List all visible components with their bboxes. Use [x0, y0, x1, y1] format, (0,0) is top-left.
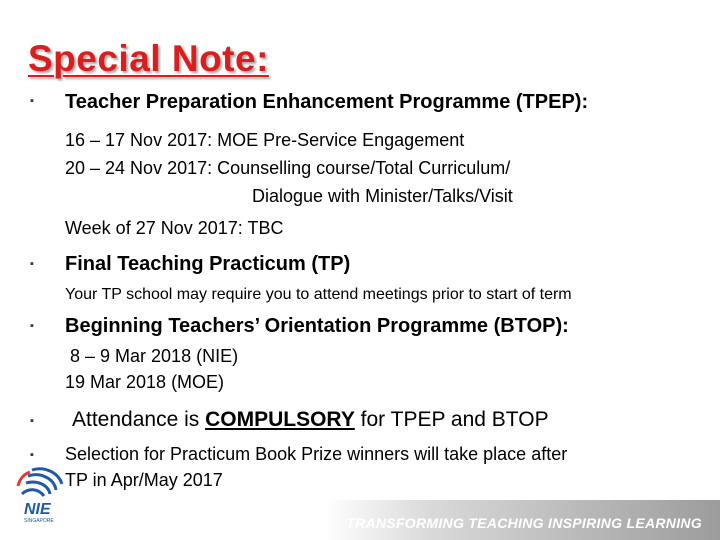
logo-subtext: SINGAPORE — [24, 518, 54, 524]
item-heading-tpep: Teacher Preparation Enhancement Programme (TPEP): — [65, 91, 589, 113]
nie-logo-icon — [10, 464, 70, 526]
bullet-icon: ▪ — [30, 95, 34, 107]
attendance-note — [72, 408, 549, 432]
logo-text: NIE — [24, 501, 51, 518]
slide-title: Special Note: — [28, 38, 269, 79]
bullet-icon: ▪ — [30, 449, 34, 461]
attendance-text-before: Attendance is — [72, 408, 206, 431]
item-line: Week of 27 Nov 2017: TBC — [65, 218, 284, 238]
item-line: 8 – 9 Mar 2018 (NIE) — [70, 346, 239, 366]
attendance-text-after: for TPEP and BTOP — [354, 408, 549, 431]
compulsory-emphasis: COMPULSORY — [205, 408, 355, 431]
footer-tagline: TRANSFORMING TEACHING INSPIRING LEARNING — [346, 515, 702, 531]
bullet-icon: ▪ — [30, 320, 34, 332]
item-line: Your TP school may require you to attend meetings prior to start of term — [65, 286, 572, 303]
item-line: Dialogue with Minister/Talks/Visit — [252, 186, 513, 206]
item-line: Selection for Practicum Book Prize winners will take place after — [65, 444, 568, 464]
item-heading-btop: Beginning Teachers’ Orientation Programme (BTOP): — [65, 315, 569, 337]
footer-bar — [0, 500, 720, 540]
item-heading-tp: Final Teaching Practicum (TP) — [65, 253, 351, 275]
item-line: 16 – 17 Nov 2017: MOE Pre-Service Engagement — [65, 130, 465, 150]
bullet-icon: ▪ — [30, 258, 34, 270]
item-line: TP in Apr/May 2017 — [65, 470, 223, 490]
item-line: 19 Mar 2018 (MOE) — [65, 372, 225, 392]
item-line: 20 – 24 Nov 2017: Counselling course/Total Curriculum/ — [65, 158, 511, 178]
bullet-icon: ▪ — [30, 415, 34, 427]
